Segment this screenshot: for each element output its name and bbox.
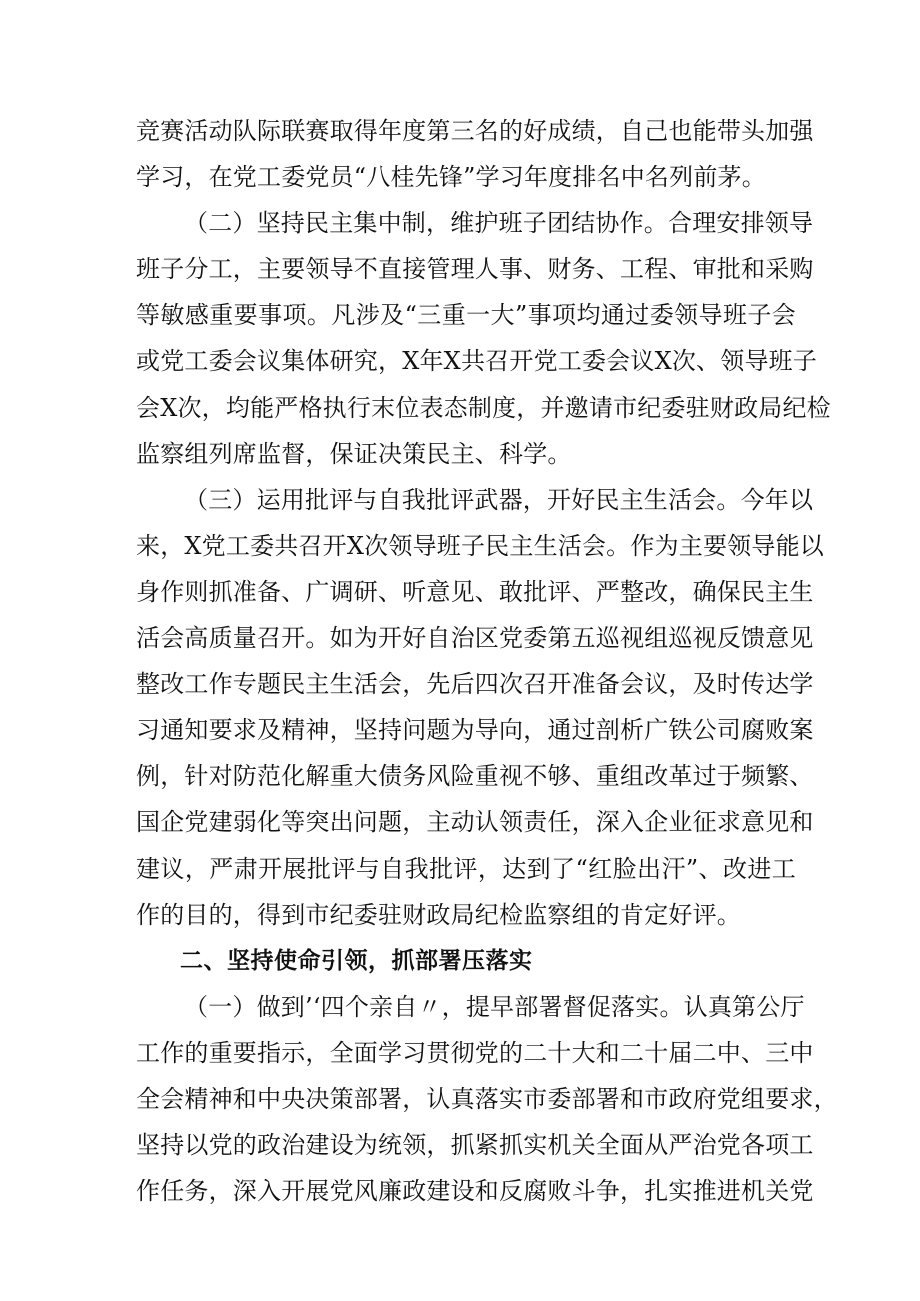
text-line: 习通知要求及精神，坚持问题为导向，通过剖析广铁公司腐败案 [136, 716, 814, 745]
text-line: 全会精神和中央决策部署，认真落实市委部署和市政府党组要求， [136, 1084, 838, 1113]
text-line: 国企党建弱化等突出问题，主动认领责任，深入企业征求意见和 [136, 808, 814, 837]
text-line: 身作则抓准备、广调研、听意见、敢批评、严整改，确保民主生 [136, 577, 814, 606]
text-line: 学习，在党工委党员“八桂先锋”学习年度排名中名列前茅。 [136, 163, 766, 192]
text-line: 作的目的，得到市纪委驻财政局纪检监察组的肯定好评。 [136, 900, 741, 929]
text-line: 坚持以党的政治建设为统领，抓紧抓实机关全面从严治党各项工 [136, 1131, 814, 1160]
text-line: 建议，严肃开展批评与自我批评，达到了“红脸出汗”、改进工 [136, 854, 796, 883]
document-body [136, 108, 838, 1214]
text-line: 会X次，均能严格执行末位表态制度，并邀请市纪委驻财政局纪检 [136, 393, 831, 422]
section-heading: 二、坚持使命引领，抓部署压落实 [180, 947, 533, 974]
text-line: 监察组列席监督，保证决策民主、科学。 [136, 439, 572, 468]
paragraph-start-line: （一）做到’‘四个亲自〃，提早部署督促落实。认真第公厅 [184, 992, 805, 1021]
paragraph-start-line: （三）运用批评与自我批评武器，开好民主生活会。今年以 [184, 485, 814, 514]
text-line: 竞赛活动队际联赛取得年度第三名的好成绩，自己也能带头加强 [136, 117, 814, 145]
text-line: 等敏感重要事项。凡涉及“三重一大”事项均通过委领导班子会 [136, 301, 796, 330]
text-line: 整改工作专题民主生活会，先后四次召开准备会议，及时传达学 [136, 670, 814, 699]
text-line: 工作的重要指示，全面学习贯彻党的二十大和二十届二中、三中 [136, 1038, 814, 1067]
text-line: 例，针对防范化解重大债务风险重视不够、重组改革过于频繁、 [136, 762, 814, 791]
text-line: 或党工委会议集体研究，X年X共召开党工委会议X次、领导班子 [136, 347, 818, 376]
text-line: 作任务，深入开展党风廉政建设和反腐败斗争，扎实推进机关党 [136, 1177, 814, 1206]
text-line: 来，X党工委共召开X次领导班子民主生活会。作为主要领导能以 [136, 531, 824, 560]
paragraph-start-line: （二）坚持民主集中制，维护班子团结协作。合理安排领导 [184, 209, 814, 238]
text-line: 活会高质量召开。如为开好自治区党委第五巡视组巡视反馈意见 [136, 624, 814, 653]
text-line: 班子分工，主要领导不直接管理人事、财务、工程、审批和采购 [136, 255, 814, 284]
